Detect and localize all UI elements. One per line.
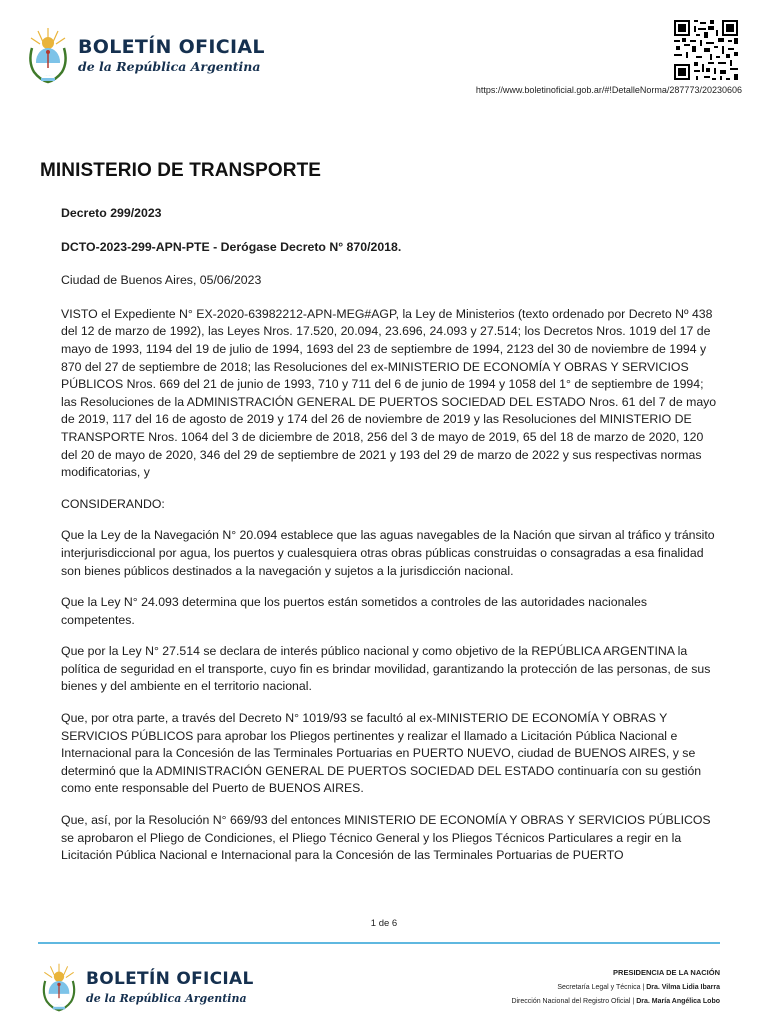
separator: | (642, 983, 645, 991)
secretaria-name: Dra. Vilma Lidia Ibarra (646, 983, 720, 991)
paragraph-5: Que, así, por la Resolución N° 669/93 del entonces MINISTERIO DE ECONOMÍA Y OBRAS Y SERVICIOS PÚBLICOS se aprobaron el Pliego de Condiciones, el Pliego Técnico General y los Pliegos Técnicos Particulares a regir en la Licitación Pública Nacional e Internacional para la Concesión de las Terminales Portuarias de PUERTO (61, 813, 711, 863)
place-date: Ciudad de Buenos Aires, 05/06/2023 (61, 273, 262, 288)
logo-title: BOLETÍN OFICIAL (78, 35, 265, 58)
direccion-label: Dirección Nacional del Registro Oficial (511, 998, 631, 1005)
footer-logo-subtitle: de la República Argentina (86, 991, 247, 1005)
coat-of-arms-icon (40, 962, 78, 1012)
decree-number: Decreto 299/2023 (61, 206, 162, 220)
considerando-heading: CONSIDERANDO: (61, 496, 165, 511)
paragraph-4: Que, por otra parte, a través del Decreto N° 1019/93 se facultó al ex-MINISTERIO DE ECONOMÍA Y OBRAS Y SERVICIOS PÚBLICOS para aprobar los Pliegos pertinentes y realizar el llamado a Licitación Pública Nacional e Internacional para la Concesión de las Terminales Portuarias en PUERTO NUEVO, ciudad de BUENOS AIRES, y se determinó que la ADMINISTRACIÓN GENERAL DE PUERTOS SOCIEDAD DEL ESTADO continuaría con su gestión como ente responsable del Puerto de BUENOS AIRES. (61, 711, 702, 796)
separator: | (632, 998, 635, 1005)
logo-subtitle: de la República Argentina (78, 58, 261, 74)
secretaria-label: Secretaría Legal y Técnica (557, 983, 641, 991)
coat-of-arms-icon (26, 26, 70, 84)
presidencia-label: PRESIDENCIA DE LA NACIÓN (613, 968, 720, 977)
visto-paragraph: VISTO el Expediente N° EX-2020-63982212-APN-MEG#AGP, la Ley de Ministerios (texto ordenado por Decreto Nº 438 del 12 de marzo de 1992), las Leyes Nros. 17.520, 20.094, 23.696, 24.093 y 27.514; los Decretos Nros. 1019 del 17 de mayo de 1993, 1194 del 19 de julio de 1994, 1693 del 23 de septiembre de 1994, 2123 del 30 de noviembre de 1994 y 870 del 27 de septiembre de 2018; las Resoluciones del ex-MINISTERIO DE ECONOMÍA Y OBRAS Y SERVICIOS PÚBLICOS Nros. 669 del 21 de junio de 1993, 710 y 711 del 6 de junio de 1994 y 1058 del 1° de septiembre de 1994; las Resoluciones de la ADMINISTRACIÓN GENERAL DE PUERTOS SOCIEDAD DEL ESTADO Nros. 61 del 7 de mayo de 2019, 117 del 16 de agosto de 2019 y 174 del 26 de noviembre de 2019 y las Resoluciones del MINISTERIO DE TRANSPORTE Nros. 1064 del 3 de diciembre de 2018, 256 del 3 de mayo de 2019, 65 del 18 de marzo de 2020, 120 del 20 de mayo de 2020, 346 del 29 de septiembre de 2021 y 193 del 29 de marzo de 2022 y sus respectivas normas modificatorias, y (61, 306, 717, 480)
footer-divider (38, 942, 720, 944)
direccion-name: Dra. María Angélica Lobo (636, 998, 720, 1005)
document-body (61, 205, 721, 879)
footer-logo-title: BOLETÍN OFICIAL (86, 968, 254, 989)
paragraph-2: Que la Ley N° 24.093 determina que los puertos están sometidos a controles de las autoridades nacionales competentes. (61, 595, 647, 627)
document-url[interactable]: https://www.boletinoficial.gob.ar/#!DetalleNorma/287773/20230606 (475, 85, 742, 95)
ministry-title: MINISTERIO DE TRANSPORTE (40, 160, 322, 181)
page-number: 1 de 6 (370, 918, 398, 929)
header-logo (26, 26, 265, 84)
decree-reference: DCTO-2023-299-APN-PTE - Derógase Decreto N° 870/2018. (61, 239, 402, 254)
paragraph-1: Que la Ley de la Navegación N° 20.094 establece que las aguas navegables de la Nación que sirvan al tráfico y tránsito interjurisdiccional por agua, los puertos y cualesquiera otras obras públicas construidas o consagradas a esa finalidad son bienes públicos destinados a la navegación y sujetos a la jurisdicción nacional. (61, 528, 715, 578)
qr-code-icon[interactable] (672, 18, 740, 82)
footer-credits (511, 966, 720, 1010)
footer-logo (40, 962, 254, 1012)
secretaria-line (511, 981, 720, 996)
direccion-line (511, 995, 720, 1010)
paragraph-3: Que por la Ley N° 27.514 se declara de interés público nacional y como objetivo de la REPÚBLICA ARGENTINA la política de seguridad en el transporte, cuyo fin es brindar movilidad, garantizando la protección de las personas, de sus bienes y del ambiente en el territorio nacional. (61, 644, 711, 694)
